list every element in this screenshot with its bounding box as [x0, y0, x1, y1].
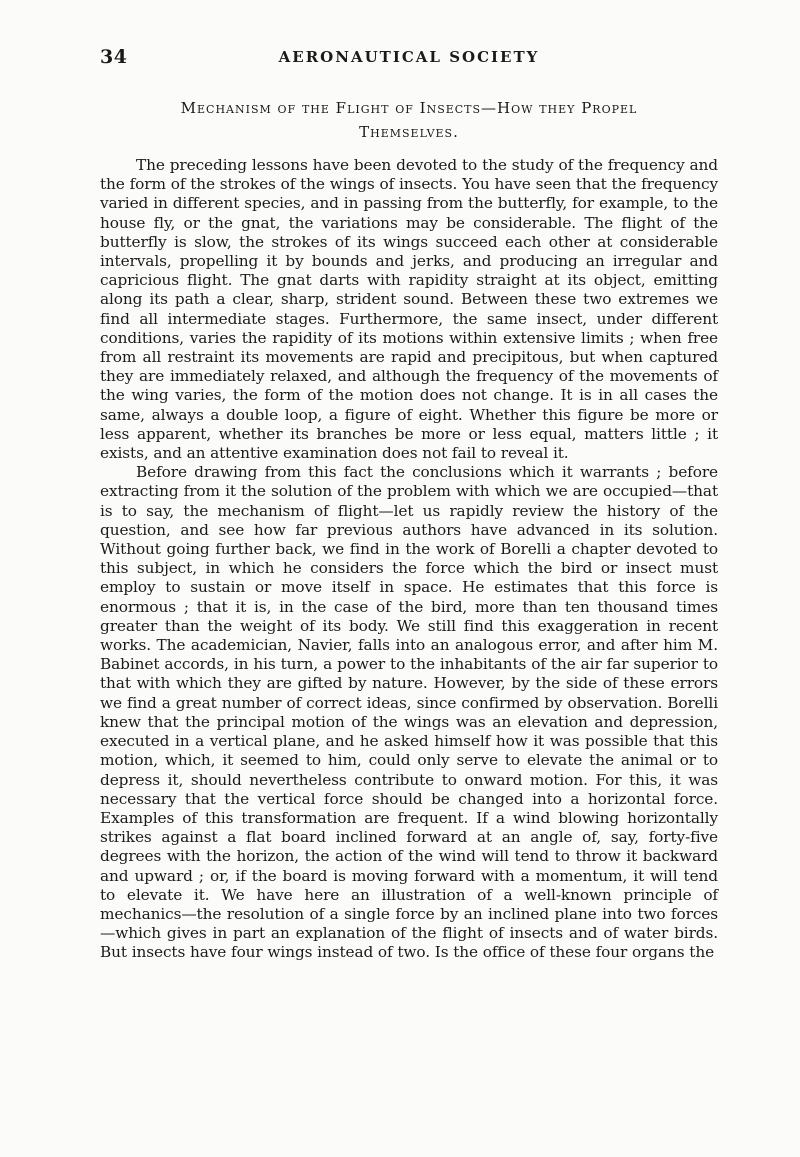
paragraph-1: The preceding lessons have been devoted to the study of the frequency and the form of the strokes of the wings of insects. You have seen that the frequency varied in different species, and in passing from the butterfly, for example, to the house fly, or the gnat, the variations may be considerable. The flight of the butterfly is slow, the strokes of its wings succeed each other at considerable intervals, propelling it by bounds and jerks, and producing an irregular and capricious flight. The gnat darts with rapidity straight at its object, emitting along its path a clear, sharp, strident sound. Between these two extremes we find all intermediate stages. Furthermore, the same insect, under different conditions, varies the rapidity of its motions within extensive limits ; when free from all restraint its movements are rapid and precipitous, but when captured they are immediately relaxed, and although the frequency of the movements of the wing varies, the form of the motion does not change. It is in all cases the same, always a double loop, a figure of eight. Whether this figure be more or less apparent, whether its branches be more or less equal, matters little ; it exists, and an attentive examination does not fail to reveal it. [100, 156, 718, 463]
page-number: 34 [100, 46, 128, 68]
article [100, 96, 718, 963]
article-body [100, 156, 718, 963]
article-title-line-1: Mechanism of the Flight of Insects—How they Propel [180, 99, 638, 117]
running-title: AERONAUTICAL SOCIETY [278, 48, 540, 66]
paragraph-2: Before drawing from this fact the conclusions which it warrants ; before extracting from it the solution of the problem with which we are occupied—that is to say, the mechanism of flight—let us rapidly review the history of the question, and see how far previous authors have advanced in its solution. Without going further back, we find in the work of Borelli a chapter devoted to this subject, in which he considers the force which the bird or insect must employ to sustain or move itself in space. He estimates that this force is enormous ; that it is, in the case of the bird, more than ten thousand times greater than the weight of its body. We still find this exaggeration in recent works. The academician, Navier, falls into an analogous error, and after him M. Babinet accords, in his turn, a power to the inhabitants of the air far superior to that with which they are gifted by nature. However, by the side of these errors we find a great number of correct ideas, since confirmed by observation. Borelli knew that the principal motion of the wings was an elevation and depression, executed in a vertical plane, and he asked himself how it was possible that this motion, which, it seemed to him, could only serve to elevate the animal or to depress it, should nevertheless contribute to onward motion. For this, it was necessary that the vertical force should be changed into a horizontal force. Examples of this transformation are frequent. If a wind blowing horizontally strikes against a flat board inclined forward at an angle of, say, forty-five degrees with the horizon, the action of the wind will tend to throw it backward and upward ; or, if the board is moving forward with a momentum, it will tend to elevate it. We have here an illustration of a well-known principle of mechanics—the resolution of a single force by an inclined plane into two forces—which gives in part an explanation of the flight of insects and of water birds. But insects have four wings instead of two. Is the office of these four organs the [100, 463, 718, 962]
running-head [100, 46, 718, 70]
article-title-line-2: Themselves. [359, 123, 459, 141]
article-title [100, 96, 718, 144]
